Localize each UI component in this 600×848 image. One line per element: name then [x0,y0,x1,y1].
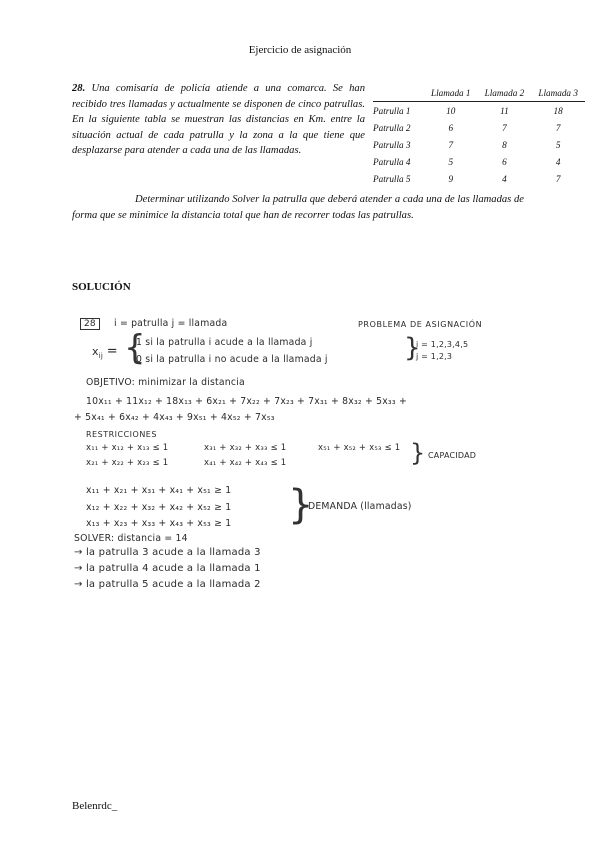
decision-variable [92,344,118,360]
right-brace-icon: } [410,439,426,467]
demand-constraint: x₁₁ + x₂₁ + x₃₁ + x₄₁ + x₅₁ ≥ 1 [86,485,232,496]
table-cell: 18 [553,105,563,116]
capacity-constraint: x₅₁ + x₅₂ + x₅₃ ≤ 1 [318,443,401,453]
table-header-cell: Llamada 1 [424,86,478,102]
table-cell: 7 [555,122,561,133]
table-header-cell: Llamada 2 [478,86,532,102]
table-cell: 9 [448,173,454,184]
table-cell: 5 [555,139,561,150]
table-cell: 7 [448,139,454,150]
document-title: Ejercicio de asignación [248,44,352,56]
problem-statement [72,81,365,159]
table-cell: 5 [448,156,454,167]
solver-result: SOLVER: distancia = 14 [74,533,188,544]
assignment-result: → la patrulla 3 acude a la llamada 3 [74,547,261,558]
problem-type-label: PROBLEMA DE ASIGNACIÓN [358,320,483,329]
table-row [373,119,585,136]
table-header-cell [373,86,424,102]
assignment-result: → la patrulla 4 acude a la llamada 1 [74,563,261,574]
right-brace-icon: } [404,333,421,363]
constraints-label: RESTRICCIONES [86,430,157,439]
variable-subscript: ij [98,352,104,361]
row-label: Patrulla 1 [373,105,411,116]
row-label: Patrulla 3 [373,139,411,150]
variable-case-one: 1 si la patrulla i acude a la llamada j [136,337,313,348]
capacity-constraint: x₃₁ + x₃₂ + x₃₃ ≤ 1 [204,443,287,453]
row-label: Patrulla 4 [373,156,411,167]
capacity-constraint: x₄₁ + x₄₂ + x₄₃ ≤ 1 [204,458,287,468]
table-header-cell: Llamada 3 [531,86,585,102]
solution-heading: SOLUCIÓN [72,281,131,293]
table-header-row [373,86,585,102]
equals-sign: = [106,344,118,359]
objective-function-line-1: 10x₁₁ + 11x₁₂ + 18x₁₃ + 6x₂₁ + 7x₂₂ + 7x₂₃ + 7x₃₁ + 8x₃₂ + 5x₃₃ + [86,396,407,407]
row-label: Patrulla 2 [373,122,411,133]
table-row [373,153,585,170]
assignment-result: → la patrulla 5 acude a la llamada 2 [74,579,261,590]
table-cell: 6 [448,122,454,133]
capacity-constraint: x₂₁ + x₂₂ + x₂₃ ≤ 1 [86,458,169,468]
table-cell: 4 [555,156,561,167]
capacity-label: CAPACIDAD [428,451,477,460]
table-row [373,102,585,120]
objective-function-line-2: + 5x₄₁ + 6x₄₂ + 4x₄₃ + 9x₅₁ + 4x₅₂ + 7x₅₃ [74,412,275,423]
problem-number-box [80,318,100,329]
distance-table [373,86,585,187]
row-label: Patrulla 5 [373,173,411,184]
table-cell: 6 [502,156,507,167]
demand-constraint: x₁₃ + x₂₃ + x₃₃ + x₄₃ + x₅₃ ≥ 1 [86,518,232,529]
problem-number: 28. [72,83,86,94]
right-brace-icon: } [288,482,314,528]
variable-symbol: x [92,345,99,358]
boxed-number: 28 [80,318,100,330]
table-cell: 4 [502,173,507,184]
table-cell: 7 [502,122,507,133]
demand-constraint: x₁₂ + x₂₂ + x₃₂ + x₄₂ + x₅₂ ≥ 1 [86,502,232,513]
problem-text: Una comisaría de policía atiende a una comarca. Se han recibido tres llamadas y actualmente se disponen de cinco patrullas. En la siguiente tabla se muestran las distancias en Km. entre la situación actual de cada patrulla y la zona a la que tiene que desplazarse para atender a cada una de las llamadas. [72,83,365,157]
objective-label: OBJETIVO: minimizar la distancia [86,377,245,388]
demand-label: DEMANDA (llamadas) [308,501,412,512]
left-brace-icon: { [124,328,146,368]
table-row [373,170,585,187]
table-cell: 11 [500,105,509,116]
variable-case-zero: 0 si la patrulla i no acude a la llamada j [136,354,328,365]
table-cell: 10 [446,105,456,116]
table-cell: 7 [555,173,561,184]
range-j: j = 1,2,3 [416,352,453,361]
table-row [373,136,585,153]
task-statement: Determinar utilizando Solver la patrulla que deberá atender a cada una de las llamadas de forma que se minimice la distancia total que han de recorrer todas las patrullas. [72,194,524,221]
index-definition: i = patrulla j = llamada [114,318,228,329]
table-cell: 8 [502,139,507,150]
author-signature: Belenrdc_ [72,800,118,812]
range-i: i = 1,2,3,4,5 [416,340,469,349]
capacity-constraint: x₁₁ + x₁₂ + x₁₃ ≤ 1 [86,443,169,453]
